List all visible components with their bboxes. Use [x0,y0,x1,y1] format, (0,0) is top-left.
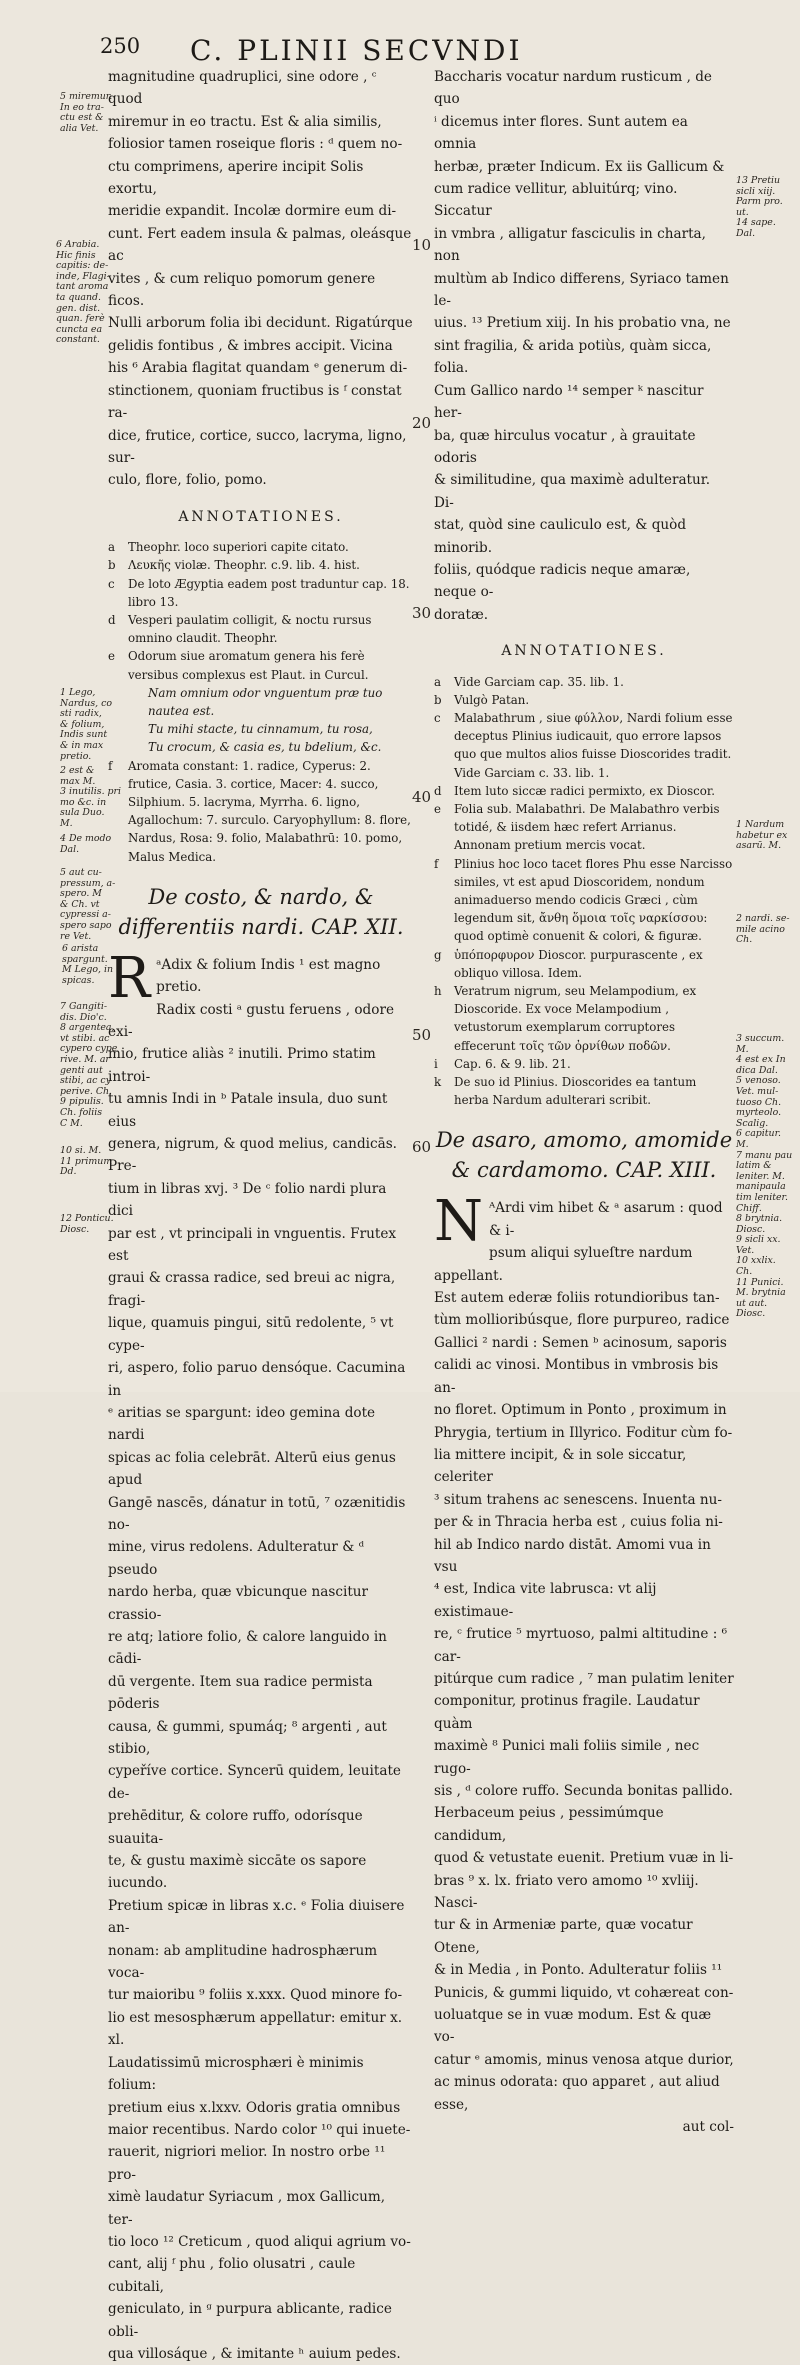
text-line: sint fragilia, & arida potiùs, quàm sicca, folia. [434,337,712,377]
line-number: 10 [412,236,432,254]
annotation-key: a [434,674,442,689]
text-line: cunt. Fert eadem insula & palmas, oleásque ac [108,225,412,265]
annotation-key: d [434,783,442,798]
annotation-item [434,946,734,982]
text-line: Cum Gallico nardo ¹⁴ semper ᵏ nascitur her- [434,382,704,422]
margin-note: 6 arista spargunt. M Lego, in spicas. [62,943,113,986]
annotation-key: e [434,801,441,816]
left-annotations [108,538,414,866]
annotation-item [434,673,734,691]
text-line: ⁱ dicemus inter flores. Sunt autem ea omnia [434,113,688,153]
page-number: 250 [100,34,141,58]
annotation-key [108,720,128,738]
annotations-heading: ANNOTATIONES. [178,508,344,525]
annotation-item [434,709,734,782]
annotation-text: Malabathrum , siue φύλλον, Nardi folium esse deceptus Plinius iudicauit, quo errore lapsos quo que multos alios fuisse Dioscorides tradit. Vide Garciam c. 33. lib. 1. [454,710,733,780]
text-line: aut col- [682,2119,734,2136]
text-line: tur & in Armeniæ parte, quæ vocatur Otene, [434,1917,693,1956]
text-line: Herbaceum peius , pessimúmque candidum, [434,1805,664,1844]
text-line: Gangē nascēs, dánatur in totū, ⁷ ozænitidis no- [108,1494,406,1533]
annotation-text: Item luto siccæ radici permixto, ex Dioscor. [454,783,715,798]
annotation-item [434,982,734,1055]
text-line: catur ᵉ amomis, minus venosa atque durior, [434,2051,734,2068]
text-line: uius. ¹³ Pretium xiij. In his probatio vna, ne [434,315,731,332]
annotation-key: f [434,856,439,871]
margin-note: 13 Pretiu sicli xiij. Parm pro. ut. 14 sape. Dal. [736,175,783,239]
text-line: nardo herba, quæ vbicunque nascitur crassio- [108,1584,369,1623]
annotation-key: c [434,710,441,725]
annotation-key: b [108,558,116,573]
line-number: 50 [412,1026,432,1044]
annotation-verse [108,684,414,720]
text-line: ⁴ est, Indica vite labrusca: vt alij existimaue- [434,1581,657,1620]
annotation-text: De loto Ægyptia eadem post traduntur cap. 18. libro 13. [128,576,410,609]
text-line: doratæ. [434,606,489,623]
line-number: 20 [412,414,432,432]
right-chapter-body [434,1189,734,2138]
text-line: stat, quòd sine cauliculo est, & quòd minorib. [434,517,687,556]
text-line: re atq; latiore folio, & calore languido in cādi- [108,1628,387,1668]
annotation-verse [108,720,414,738]
annotation-item [108,757,414,866]
left-column [108,66,414,2365]
text-line: maior recentibus. Nardo color ¹⁰ qui inuete- [108,2121,411,2138]
text-line: tu amnis Indi in ᵇ Patale insula, duo sunt eius [108,1091,388,1130]
annotation-key [108,684,128,720]
annotation-text: Vesperi paulatim colligit, & noctu rursus omnino claudit. Theophr. [128,612,372,646]
right-annotations [434,673,734,1110]
margin-note: 7 Gangiti- dis. Dio'c. 8 argentea, vt stibi. ac cypero cype rive. M. ar genti aut stibi, ac cy perive. Ch. 9 pipulis. Ch. foliis C M. [60,1001,118,1129]
annotation-text: Λευκῆς violæ. Theophr. c.9. lib. 4. hist. [128,558,360,573]
text-line: re, ᶜ frutice ⁵ myrtuoso, palmi altitudine : ⁶ car- [434,1626,728,1665]
text-line: pretium eius x.lxxv. Odoris gratia omnibus [108,2099,401,2116]
margin-note: 10 si. M. 11 primum Dd. [60,1145,113,1178]
annotation-item [434,782,734,800]
annotation-item [108,575,414,611]
text-line: per & in Thracia herba est , cuius folia ni- [434,1514,723,1531]
text-line: ri, aspero, folio paruo densóque. Cacumina in [108,1360,406,1399]
annotation-text: Theophr. loco superiori capite citato. [128,540,349,555]
margin-note: 5 miremur. In eo tra- ctu est & alia Vet. [60,91,113,134]
text-line: calidi ac vinosi. Montibus in vmbrosis bis an- [434,1357,719,1396]
text-line: prehēditur, & colore ruffo, odorísque suauita- [108,1808,363,1847]
annotation-item [434,1073,734,1109]
annotation-text: ὑπόπορφυρον Dioscor. purpurascente , ex obliquo villosa. Idem. [454,947,703,980]
annotations-heading: ANNOTATIONES. [501,643,667,660]
annotation-text: De suo id Plinius. Dioscorides ea tantum herba Nardum adulterari scribit. [454,1075,697,1108]
text-line: componitur, protinus fragile. Laudatur quàm [434,1693,700,1732]
margin-note: 1 Nardum habetur ex asarū. M. [736,819,788,852]
text-line: Baccharis vocatur nardum rusticum , de quo [434,69,712,108]
annotation-key: a [108,540,116,555]
text-line: stinctionem, quoniam fructibus is ᶠ constat ra- [108,382,402,422]
text-line: Punicis, & gummi liquido, vt cohæreat con- [434,1984,734,2001]
annotation-text: Cap. 6. & 9. lib. 21. [454,1056,571,1071]
annotation-text: Odorum siue aromatum genera his ferè versibus complexus est Plaut. in Curcul. [128,649,369,682]
text-line: ximè laudatur Syriacum , mox Gallicum, ter- [108,2189,386,2228]
annotation-text: Veratrum nigrum, seu Melampodium, ex Dioscoride. Ex voce Melampodium , vetustorum exemplarum corruptores effecerunt τοῖς τῶν ὀρνίθων ποδῶν. [454,984,697,1053]
text-line: multùm ab Indico differens, Syriaco tamen le- [434,270,729,310]
annotation-item [434,1055,734,1073]
text-line: culo, flore, folio, pomo. [108,472,267,489]
left-intro-text [108,66,414,492]
text-line: uoluatque se in vuæ modum. Est & quæ vo- [434,2007,712,2046]
annotation-item [434,800,734,855]
text-line: spicas ac folia celebrāt. Alterū eius genus apud [108,1449,396,1489]
text-line: Est autem ederæ foliis rotundioribus tan- [434,1290,720,1307]
text-line: & in Media , in Ponto. Adulteratur foliis ¹¹ [434,1962,723,1979]
text-line: no floret. Optimum in Ponto , proximum in [434,1402,727,1419]
text-line: hil ab Indico nardo distāt. Amomi vua in vsu [434,1536,711,1575]
text-line: tùm mollioribúsque, flore purpureo, radice [434,1312,730,1329]
text-line: tium in libras xvj. ³ De ᶜ folio nardi plura dici [108,1180,387,1220]
text-line: sis , ᵈ colore ruffo. Secunda bonitas pallido. [434,1783,733,1799]
text-line: Phrygia, tertium in Illyrico. Foditur cùm fo- [434,1424,733,1441]
annotation-key: b [434,692,442,707]
text-line: geniculato, in ᵍ purpura ablicante, radice obli- [108,2301,392,2340]
text-line: bras ⁹ x. lx. friato vero amomo ¹⁰ xvliij. Nasci- [434,1872,699,1912]
text-line: ac minus odorata: quo apparet , aut aliud esse, [434,2074,720,2113]
annotation-item [108,538,414,556]
text-line: causa, & gummi, spumáq; ⁸ argenti , aut stibio, [108,1718,387,1757]
annotation-text: Plinius hoc loco tacet flores Phu esse Narcisso similes, vt est apud Dioscoridem, nondum animaduerso mendo codicis Græci , cùm legendum sit, ἄνθη ὅμοια τοῖς ναρκίσσου: quod optimè conuenit & colori, & figuræ. [454,856,733,944]
text-line: dice, frutice, cortice, succo, lacryma, ligno, sur- [108,427,407,466]
text-line: qua villosáque , & imitante ʰ auium pedes. [108,2345,401,2362]
margin-note: 2 est & max M. 3 inutilis. pri mo &c. in sula Duo. M. [60,765,122,829]
annotation-text: Folia sub. Malabathri. De Malabathro verbis totidé, & iisdem hæc refert Arrianus. Annonam pretium mercis vocat. [454,801,720,853]
annotation-key: c [108,576,115,591]
text-line: vites , & cum reliquo pomorum genere ficos. [108,270,376,310]
annotation-key: d [108,612,116,627]
annotation-key: e [108,649,115,664]
annotation-item [434,855,734,946]
text-line: nonam: ab amplitudine hadrosphærum voca- [108,1942,378,1982]
left-chapter-body [108,945,414,2365]
text-line: lio est mesosphærum appellatur: emitur x. xl. [108,2009,403,2049]
text-line: psum aliqui sylueſtre nardum appellant. [434,1245,693,1284]
annotation-key [108,738,128,756]
line-number: 30 [412,604,432,622]
margin-note: 12 Ponticu. Diosc. [60,1213,114,1235]
text-line: Pretium spicæ in libras x.c. ᵉ Folia diuisere an- [108,1897,405,1937]
text-line: tur maioribu ⁹ foliis x.xxx. Quod minore fo- [108,1987,403,2004]
text-line: & similitudine, qua maximè adulteratur. Di- [434,472,711,511]
text-line: te, & gustu maximè siccāte os sapore iucundo. [108,1853,367,1892]
annotation-verse [108,738,414,756]
text-line: foliosior tamen roseique floris : ᵈ quem no- [108,136,403,153]
chapter-heading: De costo, & nardo, & differentiis nardi. CAP. XII. [118,884,404,939]
text-line: meridie expandit. Incolæ dormire eum di- [108,203,397,220]
text-line: lique, quamuis pingui, sitū redolente, ⁵ vt cype- [108,1315,394,1354]
drop-cap: N [434,1189,483,1255]
text-line: graui & crassa radice, sed breui ac nigra, fragi- [108,1270,396,1309]
drop-cap: R [108,945,151,1011]
text-line: Radix costi ᵃ gustu feruens , odore exi- [108,1001,394,1040]
annotation-verse-text: Tu crocum, & casia es, tu bdelium, &c. [148,740,382,755]
right-column [434,66,734,2139]
text-line: cum radice vellitur, abluitúrq; vino. Siccatur [434,181,678,220]
running-title: C. PLINII SECVNDI [190,34,523,67]
annotation-text: Vulgò Patan. [454,692,530,707]
text-line: mio, frutice aliàs ² inutili. Primo statim introi- [108,1046,376,1085]
annotation-verse-text: Nam omnium odor vnguentum præ tuo nautea est. [148,685,383,718]
text-line: maximè ⁸ Punici mali foliis simile , nec rugo- [434,1738,700,1777]
margin-note: 4 De modo Dal. [60,833,112,855]
annotation-key: g [434,947,442,962]
annotation-key: i [434,1056,438,1071]
text-line: ᵉ aritias se spargunt: ideo gemina dote nardi [108,1404,376,1444]
right-intro-text [434,66,734,626]
annotation-key: k [434,1075,442,1090]
line-number: 40 [412,788,432,806]
annotation-key: h [434,984,442,999]
text-line: ᴬArdi vim hibet & ᵃ asarum : quod & i- [489,1200,723,1239]
right-margin-notes [734,0,798,1392]
text-line: cypeříve cortice. Syncerū quidem, leuitate de- [108,1763,401,1802]
text-line: tio loco ¹² Creticum , quod aliqui agrium vo- [108,2233,411,2250]
text-line: gelidis fontibus , & imbres accipit. Vicina [108,337,393,354]
text-line: Laudatissimū microsphæri è minimis folium: [108,2054,364,2094]
text-line: lia mittere incipit, & in sole siccatur, celeriter [434,1446,687,1486]
text-line: ³ situm trahens ac senescens. Inuenta nu- [434,1491,722,1508]
annotation-text: Vide Garciam cap. 35. lib. 1. [454,674,624,689]
margin-note: 2 nardi. se- mile acino Ch. [736,913,790,946]
text-line: Gallici ² nardi : Semen ᵇ acinosum, saporis [434,1334,727,1351]
text-line: herbæ, præter Indicum. Ex iis Gallicum & [434,158,725,175]
text-line: par est , vt principali in vnguentis. Frutex est [108,1225,397,1265]
page-header [0,34,800,70]
margin-note: 6 Arabia. Hic finis capitis: de- inde, Flagi- tant aroma ta quand. gen. dist. quan. ferè cuncta ea constant. [56,239,110,346]
text-line: his ⁶ Arabia flagitat quandam ᵉ generum di- [108,360,408,377]
annotation-verse-text: Tu mihi stacte, tu cinnamum, tu rosa, [148,722,373,737]
annotation-item [434,691,734,709]
text-line: cant, alij ᶠ phu , folio olusatri , caule cubitali, [108,2256,356,2295]
text-line: magnitudine quadruplici, sine odore , ᶜ quod [108,69,377,108]
margin-note: 5 aut cu- pressum, a- spero. M & Ch. vt cypressi a- spero sapo re Vet. [60,867,116,942]
chapter-heading: De asaro, amomo, amomide & cardamomo. CAP. XIII. [435,1128,733,1183]
annotation-text: Aromata constant: 1. radice, Cyperus: 2. frutice, Casia. 3. cortice, Macer: 4. succo, Silphium. 5. lacryma, Myrrha. 6. ligno, Agallochum: 7. surculo. Caryophyllum: 8. flore, Nardus, Rosa: 9. folio, Malabathrū: 10. pomo, Malus Medica. [128,758,411,864]
text-line: genera, nigrum, & quod melius, candicās. Pre- [108,1136,398,1175]
annotation-item [108,556,414,574]
text-line: mine, virus redolens. Adulteratur & ᵈ pseudo [108,1539,365,1578]
text-line: pitúrque cum radice , ⁷ man pulatim leniter [434,1670,734,1687]
text-line: rauerit, nigriori melior. In nostro orbe ¹¹ pro- [108,2144,386,2183]
text-line: foliis, quódque radicis neque amaræ, neque o- [434,561,691,601]
annotation-item [108,647,414,683]
text-line: ba, quæ hirculus vocatur , à grauitate odoris [434,427,696,466]
text-line: in vmbra , alligatur fasciculis in charta, non [434,225,706,265]
text-line: ᵃAdix & folium Indis ¹ est magno pretio. [156,956,381,996]
annotation-item [108,611,414,647]
line-number: 60 [412,1138,432,1156]
text-line: miremur in eo tractu. Est & alia similis, [108,113,382,130]
text-line: ctu comprimens, aperire incipit Solis exortu, [108,158,364,198]
text-line: quod & vetustate euenit. Pretium vuæ in li- [434,1850,734,1867]
margin-note: 1 Lego, Nardus, co sti radix, & folium, Indis sunt & in max pretio. [60,687,112,762]
text-line: dū vergente. Item sua radice permista pōderis [108,1673,373,1713]
margin-note: 3 succum. M. 4 est ex In dica Dal. 5 venoso. Vet. mul- tuoso Ch. myrteolo. Scalig. 6 capitur. M. 7 manu pau latim & leniter. M. manipaula tim leniter. Chiff. 8 brytnia. Diosc. 9 sicli xx. Vet. 10 xxlix. Ch. 11 Punici. M. brytnia ut aut. Diosc. [736,1033,793,1320]
text-line: Nulli arborum folia ibi decidunt. Rigatúrque [108,315,413,332]
annotation-key: f [108,758,113,773]
